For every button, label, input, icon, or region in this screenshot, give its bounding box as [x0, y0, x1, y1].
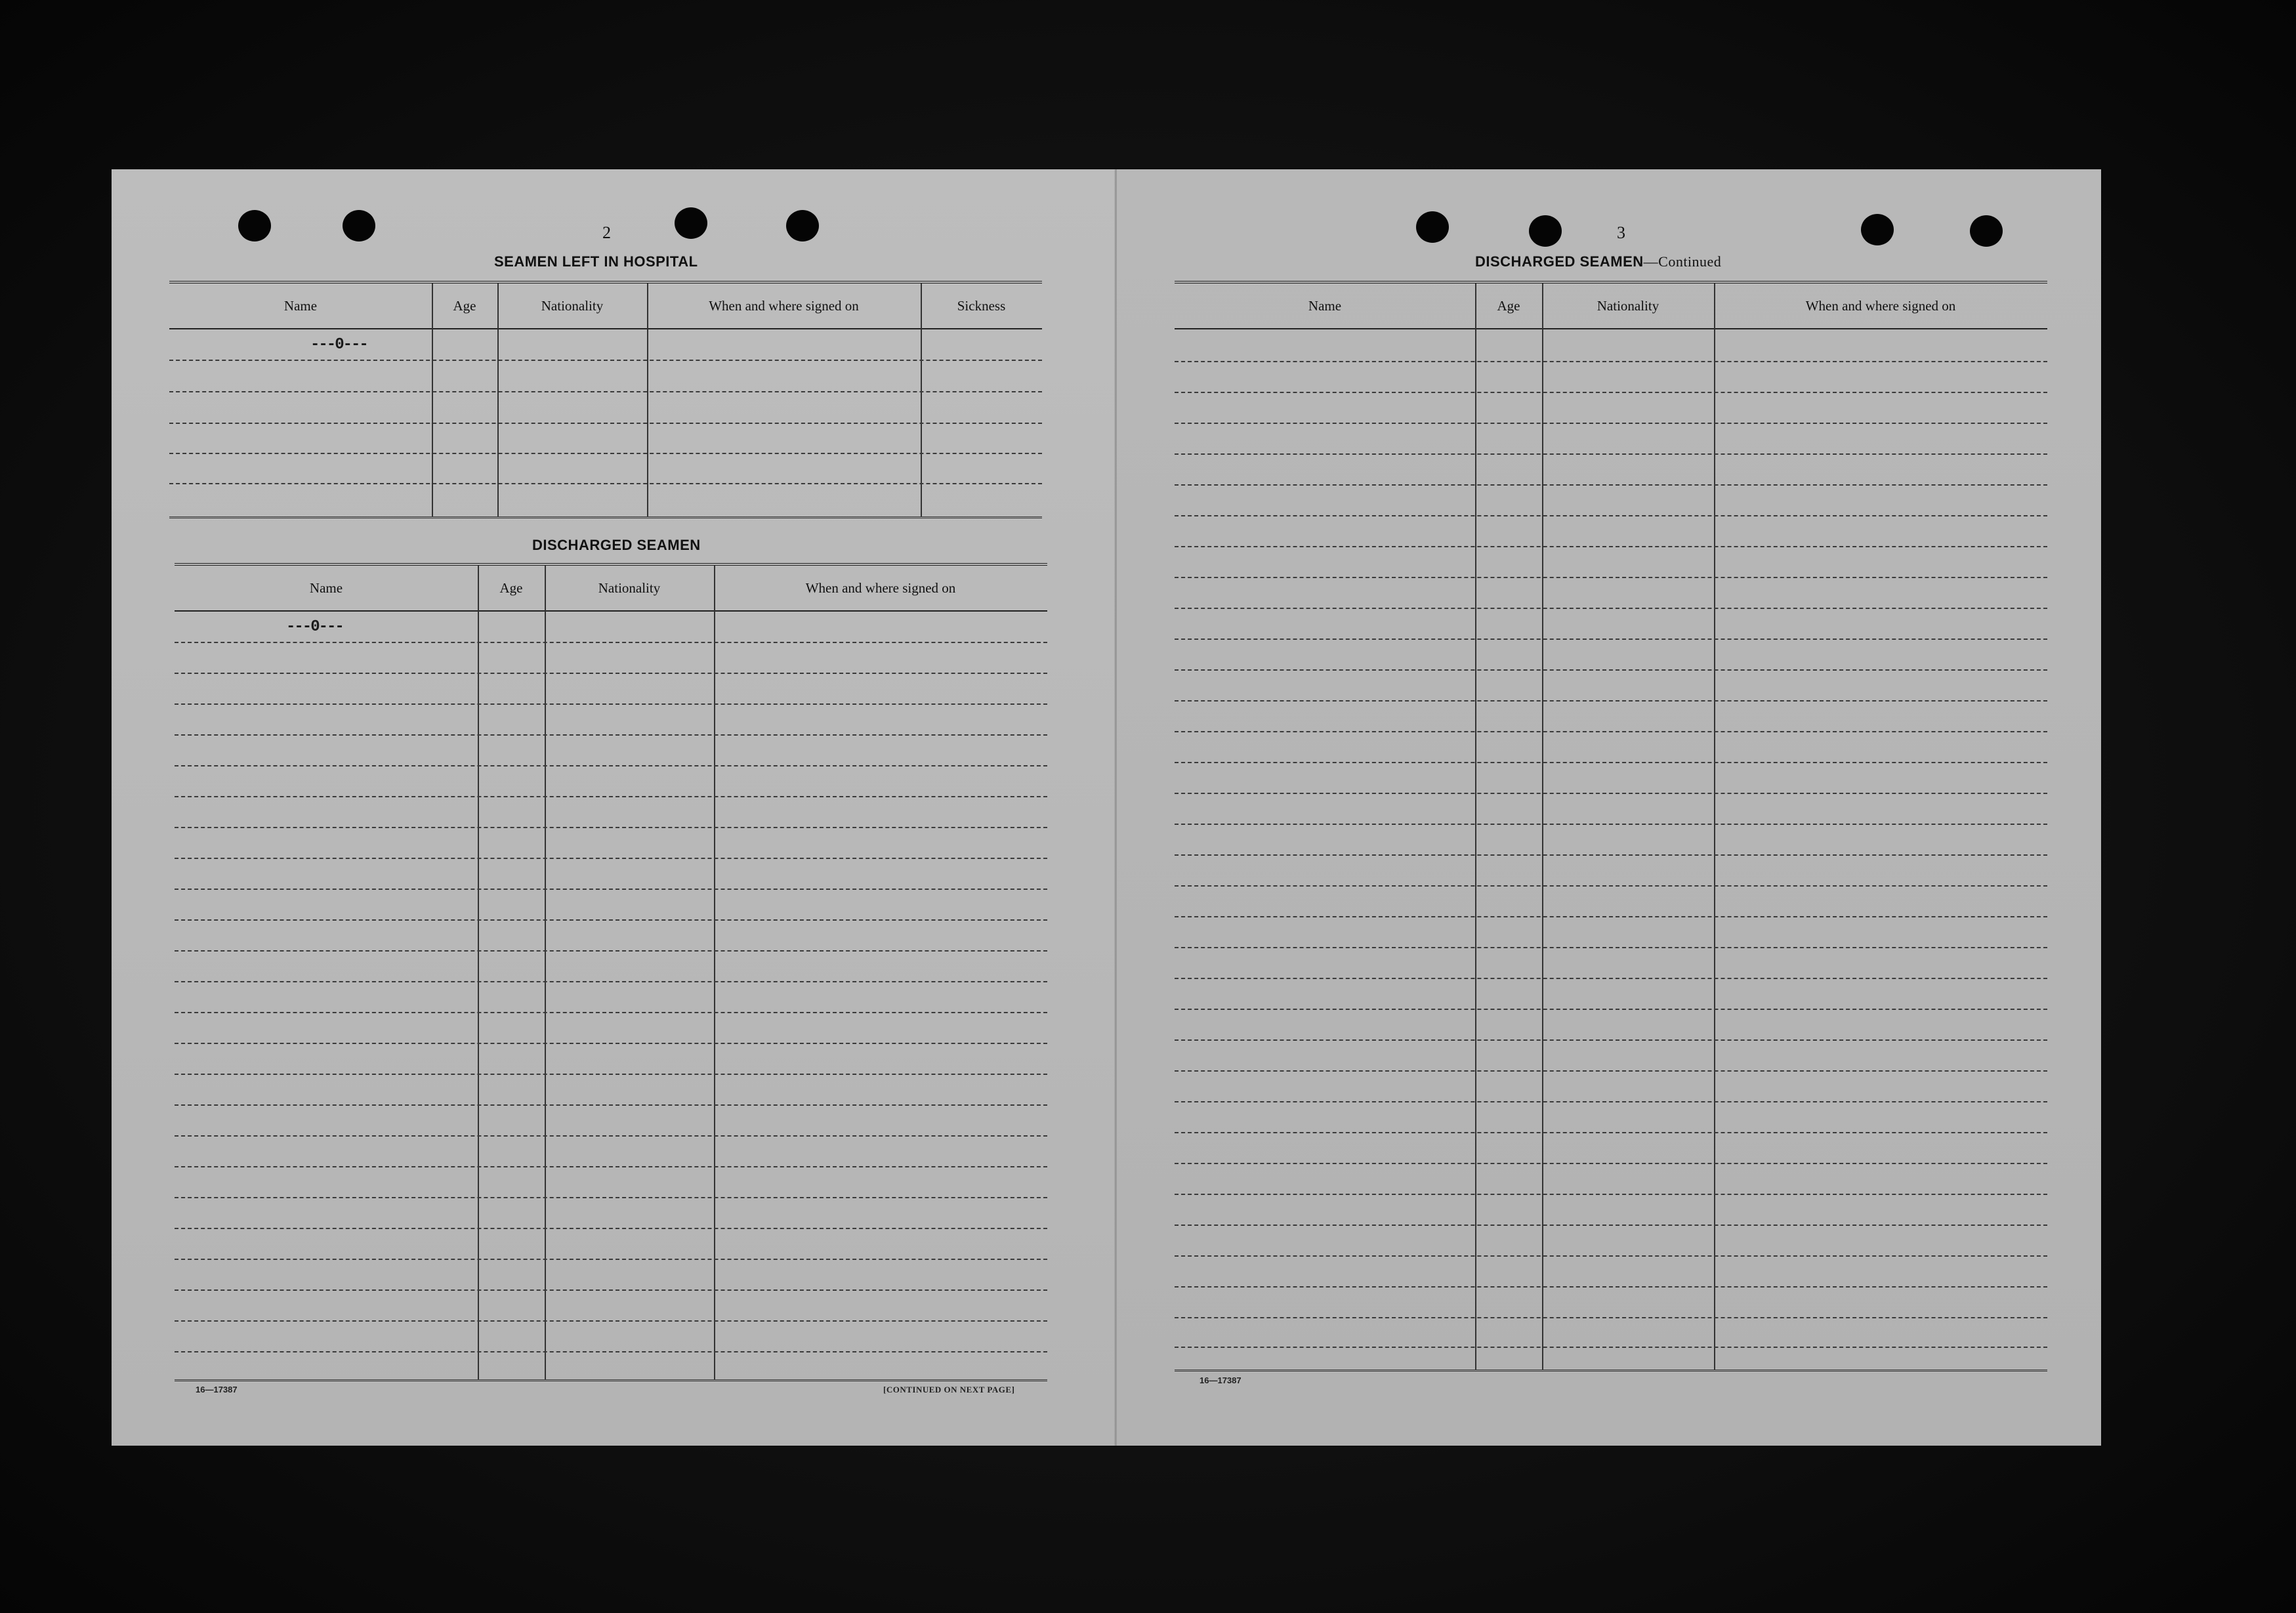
section-title-discharged-continued [1475, 253, 1721, 270]
form-number: 16—17387 [196, 1385, 238, 1394]
row-line [175, 1289, 1047, 1291]
row-line [1175, 1070, 2047, 1072]
row-line [1175, 762, 2047, 763]
column-divider [921, 283, 922, 516]
row-line [1175, 1255, 2047, 1257]
column-divider [647, 283, 648, 516]
no-entries-mark: ---0--- [310, 336, 367, 354]
discharged-table [175, 563, 1047, 1381]
row-line [1175, 1225, 2047, 1226]
row-line [1175, 1132, 2047, 1133]
column-divider [1475, 283, 1476, 1370]
punch-hole [1416, 211, 1449, 243]
column-header-signed-on: When and where signed on [709, 297, 859, 314]
row-line [175, 673, 1047, 674]
row-line [175, 1135, 1047, 1137]
row-line [1175, 978, 2047, 979]
row-line [169, 423, 1042, 424]
column-divider [545, 566, 546, 1379]
row-line [175, 765, 1047, 766]
form-number: 16—17387 [1200, 1375, 1242, 1385]
row-line [1175, 854, 2047, 856]
row-line [1175, 1039, 2047, 1041]
row-line [169, 360, 1042, 361]
table-header [169, 283, 1042, 329]
hospital-table [169, 281, 1042, 518]
punch-hole [1861, 214, 1894, 245]
row-line [169, 391, 1042, 392]
column-divider [478, 566, 479, 1379]
row-line [1175, 1101, 2047, 1102]
row-line [175, 919, 1047, 921]
page-number: 3 [1617, 223, 1625, 242]
column-header-name: Name [283, 297, 318, 314]
row-line [1175, 885, 2047, 887]
column-divider [432, 283, 433, 516]
row-line [1175, 669, 2047, 671]
row-line [175, 1074, 1047, 1075]
continued-note: [CONTINUED ON NEXT PAGE] [883, 1385, 1015, 1394]
punch-hole [238, 210, 271, 241]
right-page [1116, 169, 2101, 1446]
punch-hole [675, 207, 707, 239]
row-line [175, 1228, 1047, 1229]
row-line [175, 1012, 1047, 1013]
left-page [112, 169, 1116, 1446]
row-line [175, 734, 1047, 736]
discharged-continued-table [1175, 281, 2047, 1372]
row-line [175, 703, 1047, 705]
punch-hole [1529, 215, 1562, 247]
row-line [1175, 639, 2047, 640]
punch-hole [786, 210, 819, 241]
row-line [175, 1320, 1047, 1322]
table-header [1175, 283, 2047, 329]
column-header-age: Age [499, 579, 523, 596]
row-line [1175, 1347, 2047, 1348]
row-line [175, 1043, 1047, 1044]
row-line [1175, 731, 2047, 732]
page-number: 2 [602, 223, 611, 242]
column-header-name: Name [309, 579, 343, 596]
row-line [1175, 824, 2047, 825]
row-line [1175, 793, 2047, 794]
row-line [169, 453, 1042, 454]
column-header-age: Age [1497, 297, 1520, 314]
punch-hole [1970, 215, 2003, 247]
row-line [1175, 947, 2047, 948]
column-header-sickness: Sickness [957, 297, 1006, 314]
section-title-main: DISCHARGED SEAMEN [1475, 253, 1644, 270]
column-divider [1714, 283, 1715, 1370]
row-line [175, 796, 1047, 797]
row-line [175, 642, 1047, 643]
column-header-signed-on: When and where signed on [805, 579, 956, 596]
table-header [175, 566, 1047, 612]
section-title-suffix: —Continued [1643, 253, 1722, 270]
row-line [1175, 484, 2047, 486]
row-line [175, 1197, 1047, 1198]
row-line [175, 1104, 1047, 1106]
row-line [175, 889, 1047, 890]
row-line [175, 981, 1047, 982]
row-line [175, 1166, 1047, 1167]
row-line [1175, 1317, 2047, 1318]
row-line [1175, 423, 2047, 424]
row-line [1175, 916, 2047, 917]
column-header-name: Name [1308, 297, 1342, 314]
row-line [1175, 577, 2047, 578]
column-divider [497, 283, 499, 516]
punch-hole [343, 210, 375, 241]
row-line [175, 858, 1047, 859]
row-line [1175, 361, 2047, 362]
row-line [1175, 392, 2047, 393]
row-line [175, 1351, 1047, 1352]
row-line [1175, 546, 2047, 547]
column-header-age: Age [453, 297, 476, 314]
column-header-nationality: Nationality [1597, 297, 1659, 314]
column-divider [714, 566, 715, 1379]
row-line [175, 950, 1047, 952]
column-header-signed-on: When and where signed on [1805, 297, 1956, 314]
column-divider [1542, 283, 1543, 1370]
section-title-hospital: SEAMEN LEFT IN HOSPITAL [494, 253, 698, 270]
column-header-nationality: Nationality [541, 297, 604, 314]
column-header-nationality: Nationality [598, 579, 661, 596]
section-title-discharged: DISCHARGED SEAMEN [532, 537, 701, 553]
row-line [1175, 515, 2047, 516]
no-entries-mark: ---0--- [286, 618, 343, 636]
row-line [1175, 1009, 2047, 1010]
row-line [169, 483, 1042, 484]
row-line [1175, 1194, 2047, 1195]
row-line [175, 827, 1047, 828]
row-line [1175, 700, 2047, 702]
row-line [1175, 1286, 2047, 1288]
row-line [1175, 1163, 2047, 1164]
row-line [1175, 608, 2047, 609]
row-line [1175, 453, 2047, 455]
row-line [175, 1259, 1047, 1260]
